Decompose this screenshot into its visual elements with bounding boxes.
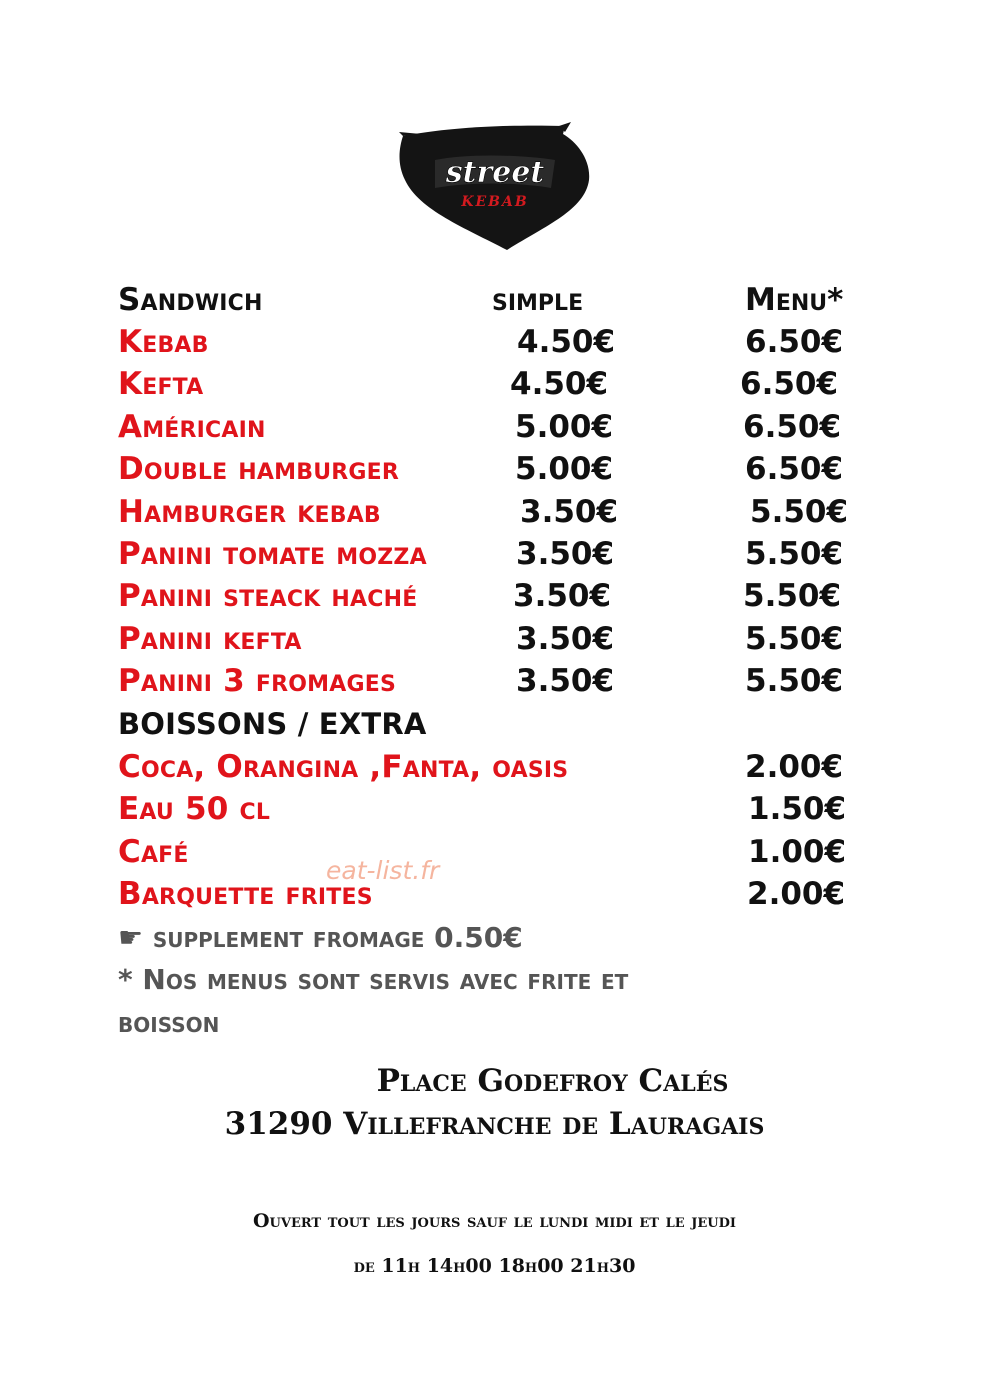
header-menu: Menu* [745, 282, 844, 318]
bandana-heart-icon [395, 122, 595, 252]
item-menu-price: 5.50€ [745, 663, 844, 699]
header-simple: simple [492, 282, 584, 318]
item-menu-price: 5.50€ [745, 621, 844, 657]
item-menu-price: 6.50€ [740, 366, 839, 402]
drinks-header-row [0, 704, 989, 744]
header-sandwich: Sandwich [118, 282, 263, 318]
drink-row [0, 832, 989, 872]
item-simple-price: 3.50€ [513, 578, 612, 614]
item-simple-price: 4.50€ [517, 324, 616, 360]
drink-price: 1.50€ [748, 791, 847, 827]
item-name: Panini kefta [118, 621, 302, 657]
drink-name: Eau 50 cl [118, 791, 271, 827]
hours-line1: Ouvert tout les jours sauf le lundi midi et le jeudi [252, 1210, 737, 1232]
menu-row [0, 534, 989, 574]
item-simple-price: 3.50€ [516, 621, 615, 657]
menu-row [0, 661, 989, 701]
item-name: Panini steack haché [118, 578, 418, 614]
menu-row [0, 364, 989, 404]
item-menu-price: 5.50€ [750, 494, 849, 530]
menu-row [0, 619, 989, 659]
drink-row [0, 874, 989, 914]
logo-sub-text: KEBAB [461, 194, 529, 210]
item-name: Panini tomate mozza [118, 536, 427, 572]
menu-note-line1: * Nos menus sont servis avec frite et [118, 963, 629, 996]
drink-name: Café [118, 834, 189, 870]
menu-row [0, 492, 989, 532]
menu-row [0, 576, 989, 616]
item-simple-price: 4.50€ [510, 366, 609, 402]
drink-price: 2.00€ [745, 749, 844, 785]
drinks-header: BOISSONS / EXTRA [118, 707, 427, 741]
address-line2: 31290 Villefranche de Lauragais [224, 1106, 765, 1142]
item-name: Kebab [118, 324, 209, 360]
item-simple-price: 3.50€ [516, 663, 615, 699]
drink-name: Coca, Orangina ,Fanta, oasis [118, 749, 569, 785]
drink-name: Barquette frites [118, 876, 373, 912]
item-menu-price: 6.50€ [745, 324, 844, 360]
item-name: Kefta [118, 366, 204, 402]
item-simple-price: 5.00€ [515, 451, 614, 487]
drink-price: 1.00€ [748, 834, 847, 870]
item-simple-price: 3.50€ [516, 536, 615, 572]
item-name: Américain [118, 409, 266, 445]
menu-note-line2: boisson [118, 1006, 220, 1039]
item-name: Hamburger kebab [118, 494, 381, 530]
menu-row [0, 407, 989, 447]
item-name: Double hamburger [118, 451, 400, 487]
drink-row [0, 747, 989, 787]
supplement-note: ☛ supplement fromage 0.50€ [118, 921, 523, 954]
menu-row [0, 322, 989, 362]
menu-header-row [0, 280, 989, 320]
item-menu-price: 6.50€ [743, 409, 842, 445]
menu-row [0, 449, 989, 489]
hours-line2: de 11h 14h00 18h00 21h30 [353, 1255, 636, 1277]
address-line1: Place Godefroy Calés [376, 1063, 729, 1099]
logo-main-text: street [445, 155, 545, 190]
item-name: Panini 3 fromages [118, 663, 397, 699]
item-menu-price: 5.50€ [745, 536, 844, 572]
item-simple-price: 3.50€ [520, 494, 619, 530]
item-menu-price: 6.50€ [745, 451, 844, 487]
drink-row [0, 789, 989, 829]
street-kebab-logo [395, 122, 595, 252]
item-simple-price: 5.00€ [515, 409, 614, 445]
watermark: eat-list.fr [326, 856, 440, 885]
item-menu-price: 5.50€ [743, 578, 842, 614]
drink-price: 2.00€ [747, 876, 846, 912]
